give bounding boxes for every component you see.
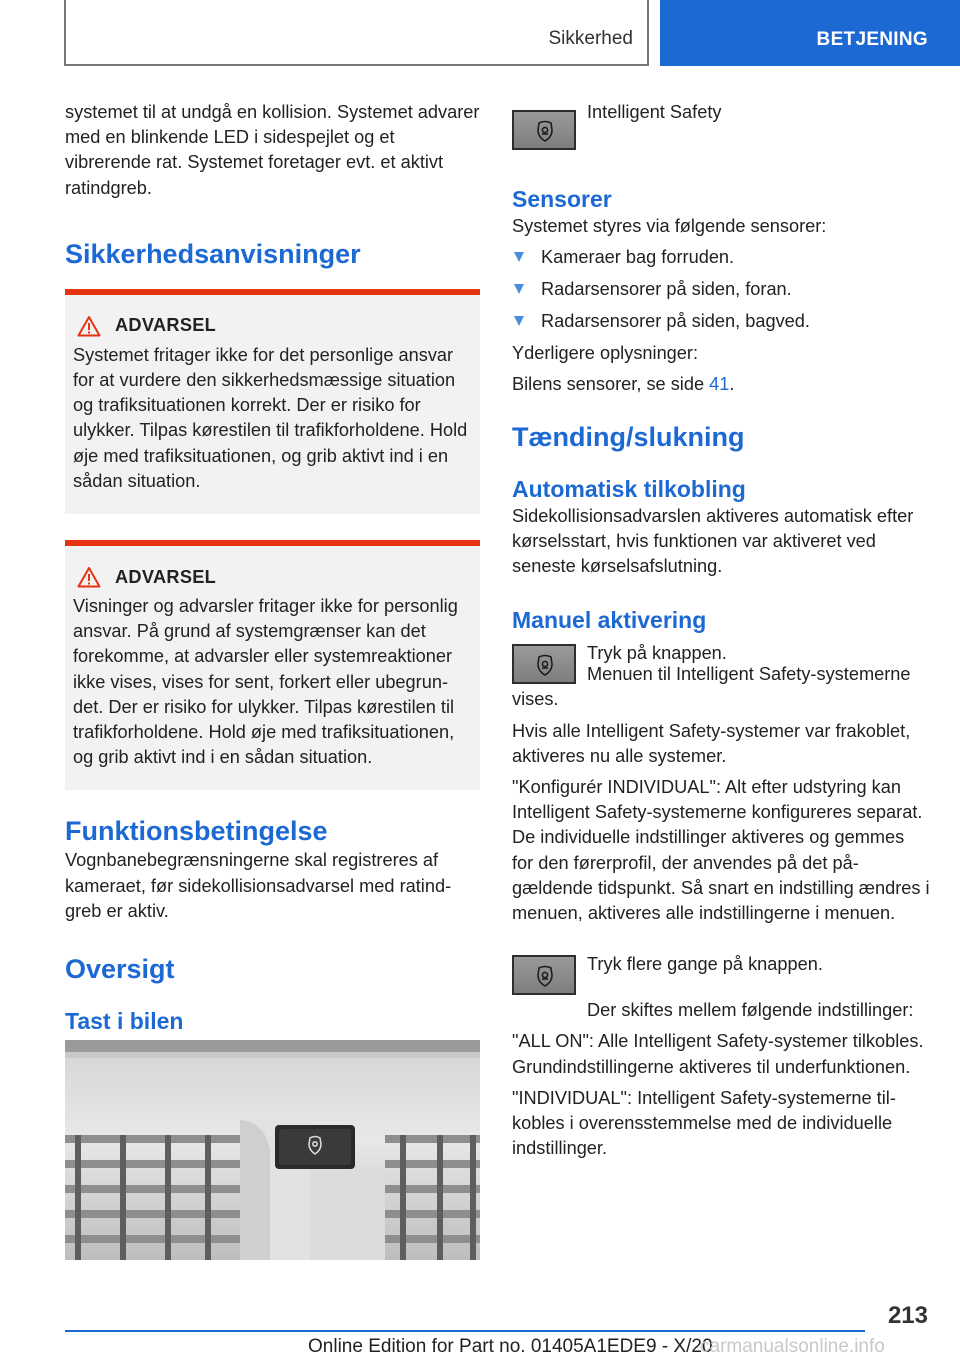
header-chapter-title: BETJENING bbox=[816, 29, 928, 50]
footer-edition: Online Edition for Part no. 01405A1EDE9 - X/20 bbox=[308, 1336, 713, 1357]
press-button-row bbox=[512, 641, 930, 681]
footer-rule bbox=[65, 1330, 865, 1332]
intelligent-safety-icon bbox=[534, 654, 556, 676]
overview-heading: Oversigt bbox=[65, 954, 175, 985]
individual-text: "INDIVIDUAL": Intelligent Safety-systemerne tilkobles i overensstemmelse med de individuelle indstillinger. bbox=[512, 1087, 896, 1159]
bullet-triangle-icon bbox=[514, 316, 524, 326]
more-info-label: Yderligere oplysninger: bbox=[512, 343, 699, 364]
watermark: carmanualsonline.info bbox=[700, 1336, 885, 1357]
page-reference-link[interactable]: 41 bbox=[709, 374, 730, 395]
sensors-intro: Systemet styres via følgende sensorer: bbox=[512, 216, 827, 236]
press-multiple-row bbox=[512, 952, 930, 992]
page-number: 213 bbox=[887, 1302, 928, 1329]
warning-title bbox=[73, 566, 472, 588]
dashboard-button-photo bbox=[65, 1040, 480, 1260]
left-column bbox=[65, 100, 480, 1036]
automatic-activation-text: Sidekollisionsadvarslen aktiveres automatisk efter kørselsstart, hvis funktionen var aktiveret ved seneste kørselsafslutning. bbox=[512, 505, 914, 577]
automatic-activation-heading: Automatisk tilkobling bbox=[512, 475, 746, 502]
warning-box bbox=[65, 289, 480, 514]
intro-paragraph: systemet til at undgå en kollision. Systemet advarer med en blinkende LED i sidespejlet og et vibrerende rat. Systemet foretager evt. et aktivt ratindgreb. bbox=[65, 102, 480, 198]
all-on-text: "ALL ON": Alle Intelligent Safety-systemer tilkobles. Grundindstillingerne aktiveres til underfunktionen. bbox=[512, 1031, 924, 1077]
warning-text: Visninger og advarsler fritager ikke for personlig ansvar. På grund af systemgrænser kan det forekomme, at advarsler eller systemreaktioner ikke vises, vises for sent, forkert eller ubegrundet. Der er risiko for ulykker. Tilpas kørestilen til trafikforholdene. Hold øje med trafiksituationen, og grib aktivt ind i en sådan situation. bbox=[73, 596, 458, 768]
list-item: Kameraer bag forruden. bbox=[512, 245, 930, 270]
switch-on-off-heading: Tænding/slukning bbox=[512, 421, 745, 452]
list-item: Radarsensorer på siden, bagved. bbox=[512, 309, 930, 334]
warning-box bbox=[65, 540, 480, 790]
button-in-car-heading: Tast i bilen bbox=[65, 1008, 184, 1035]
list-item: Radarsensorer på siden, foran. bbox=[512, 277, 930, 302]
right-column bbox=[512, 100, 930, 1161]
function-condition-heading: Funktionsbetingelse bbox=[65, 816, 328, 847]
header-chapter-box bbox=[660, 0, 960, 66]
intelligent-safety-button-row bbox=[512, 102, 930, 150]
header-section-title: Sikkerhed bbox=[548, 28, 633, 49]
warning-label: ADVARSEL bbox=[115, 315, 217, 336]
manual-activation-heading: Manuel aktivering bbox=[512, 607, 707, 634]
sensor-list bbox=[512, 245, 930, 334]
press-button-text: Tryk på knappen. bbox=[587, 643, 727, 664]
intelligent-safety-button[interactable] bbox=[512, 955, 576, 995]
press-multiple-text: Tryk flere gange på knappen. bbox=[587, 954, 823, 975]
warning-label: ADVARSEL bbox=[115, 566, 217, 587]
menu-shown-text: Menuen til Intelligent Safety-systemerne vises. bbox=[512, 664, 911, 710]
bullet-triangle-icon bbox=[514, 252, 524, 262]
safety-heading: Sikkerhedsanvisninger bbox=[65, 238, 361, 269]
intelligent-safety-label: Intelligent Safety bbox=[587, 102, 722, 122]
function-condition-text: Vognbanebegrænsningerne skal registreres af kameraet, før sidekollisionsadvarsel med ratindgreb er aktiv. bbox=[65, 850, 452, 921]
warning-text: Systemet fritager ikke for det personlige ansvar for at vurdere den sikkerhedsmæssige situation og trafiksituationen korrekt. Der er risiko for ulykker. Tilpas kørestilen til trafikforholdene. Hold øje med trafiksituationen, og grib aktivt ind i en sådan situation. bbox=[73, 344, 468, 491]
intelligent-safety-button[interactable] bbox=[512, 644, 576, 684]
sensor-reference: Bilens sensorer, se side 41. bbox=[512, 374, 735, 395]
bullet-triangle-icon bbox=[514, 284, 524, 294]
warning-triangle-icon bbox=[77, 315, 101, 337]
all-off-text: Hvis alle Intelligent Safety-systemer var frakoblet, aktiveres nu alle systemer. bbox=[512, 720, 911, 766]
switch-between-text: Der skiftes mellem følgende indstillinger: bbox=[587, 1000, 914, 1021]
intelligent-safety-icon bbox=[534, 965, 556, 987]
warning-title bbox=[73, 315, 472, 337]
configure-individual-text: "Konfigurér INDIVIDUAL": Alt efter udstyring kan Intelligent Safety-systemerne konfigureres separat. De individuelle indstillinger aktiveres og gemmes for den førerprofil, der anvendes på det pågældende tidspunkt. Så snart en indstilling ændres i menuen, aktiveres alle indstillingerne i menuen. bbox=[512, 777, 930, 924]
warning-triangle-icon bbox=[77, 566, 101, 588]
header-section-box bbox=[64, 0, 649, 66]
sensors-heading: Sensorer bbox=[512, 186, 612, 212]
